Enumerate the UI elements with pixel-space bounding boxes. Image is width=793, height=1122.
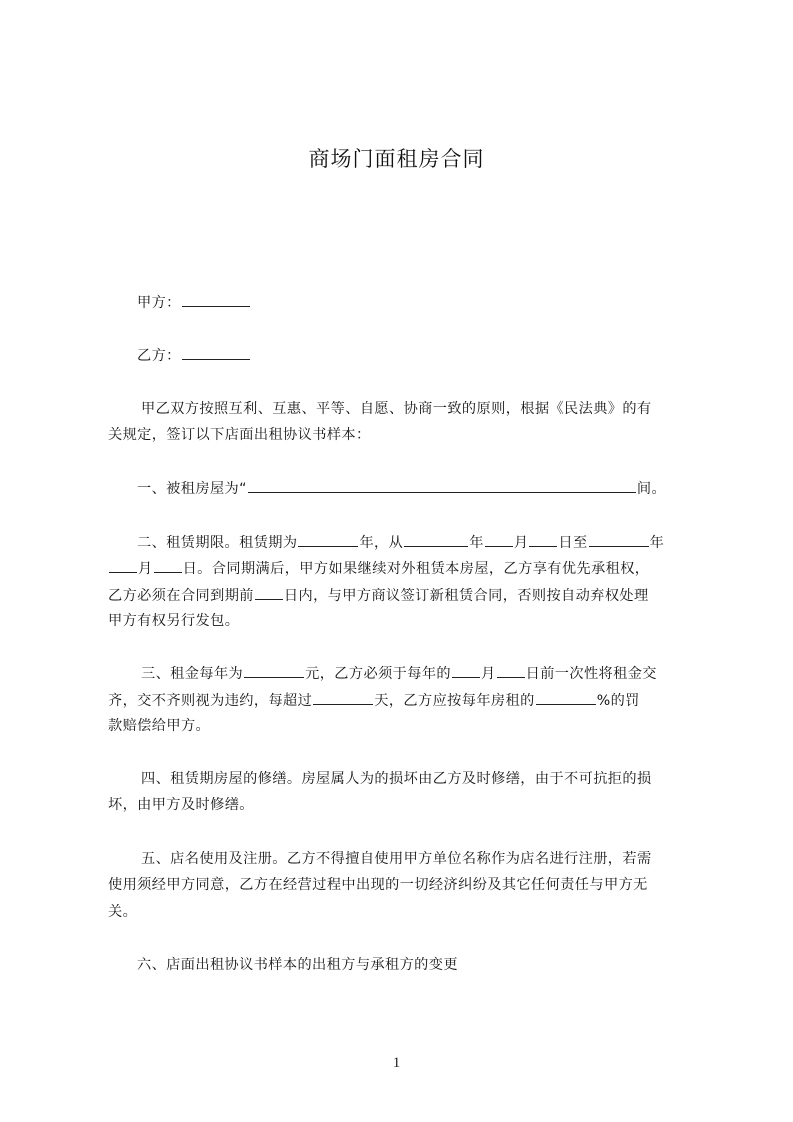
clause-2-line-2 [108, 558, 649, 579]
clause-3-text: 日前一次性将租金交 [525, 666, 657, 682]
page-number: 1 [392, 1055, 401, 1071]
clause-2-line-1 [137, 532, 664, 553]
end-month-blank [109, 558, 137, 573]
party-a-line [137, 292, 251, 313]
clause-2-text: 月 [513, 535, 529, 551]
start-month-blank [485, 532, 513, 547]
clause-2-line-3 [108, 585, 649, 606]
clause-1-line [137, 478, 666, 499]
clause-2-text: 年 [469, 535, 484, 551]
clause-3-line-3: 款赔偿给甲方。 [108, 718, 211, 734]
clause-5-line-3: 关。 [108, 904, 138, 920]
party-a-label: 甲方： [137, 295, 181, 311]
clause-1-suffix: 间。 [636, 481, 667, 497]
clause-2-text: 年 [649, 535, 665, 551]
end-year-blank [589, 532, 649, 547]
clause-2-text: 年，从 [359, 535, 404, 551]
overdue-days-blank [313, 690, 373, 705]
clause-4-line-2: 坏，由甲方及时修缮。 [108, 797, 254, 813]
party-b-label: 乙方： [137, 348, 181, 364]
clause-3-text: 月 [481, 666, 496, 682]
party-b-blank [182, 345, 250, 360]
clause-3-text: 齐，交不齐则视为违约，每超过 [108, 693, 313, 709]
clause-2-text: 日内，与甲方商议签订新租赁合同，否则按自动弃权处理 [283, 588, 649, 604]
clause-5-line-2: 使用须经甲方同意，乙方在经营过程中出现的一切经济纠纷及其它任何责任与甲方无 [108, 877, 648, 893]
party-b-line [137, 345, 251, 366]
clause-3-text: %的罚 [596, 693, 640, 709]
document-title: 商场门面租房合同 [308, 147, 485, 171]
clause-3-line-1 [141, 663, 657, 684]
party-a-blank [182, 292, 250, 307]
clause-4-line-1: 四、租赁期房屋的修缮。房屋属人为的损坏由乙方及时修缮，由于不可抗拒的损 [141, 771, 652, 787]
intro-line-2: 关规定，签订以下店面出租协议书样本： [108, 427, 371, 443]
clause-6-heading: 六、店面出租协议书样本的出租方与承租方的变更 [137, 957, 458, 973]
clause-1-text: 一、被租房屋为“ [137, 481, 247, 497]
clause-2-text: 日。合同期满后，甲方如果继续对外租赁本房屋，乙方享有优先承租权， [182, 561, 650, 577]
payment-day-blank [497, 663, 525, 678]
renewal-days-blank [255, 585, 283, 600]
clause-2-text: 日至 [558, 535, 588, 551]
term-years-blank [298, 532, 358, 547]
clause-2-text: 乙方必须在合同到期前 [108, 588, 254, 604]
clause-3-text: 元，乙方必须于每年的 [305, 666, 452, 682]
intro-line-1: 甲乙双方按照互利、互惠、平等、自愿、协商一致的原则，根据《民法典》的有 [141, 401, 652, 417]
clause-3-text: 三、租金每年为 [141, 666, 244, 682]
start-day-blank [529, 532, 557, 547]
clause-3-text: 天，乙方应按每年房租的 [374, 693, 535, 709]
clause-2-text: 二、租赁期限。租赁期为 [137, 535, 298, 551]
clause-5-line-1: 五、店名使用及注册。乙方不得擅自使用甲方单位名称作为店名进行注册，若需 [141, 851, 652, 867]
payment-month-blank [452, 663, 480, 678]
start-year-blank [404, 532, 468, 547]
clause-2-line-4: 甲方有权另行发包。 [108, 613, 240, 629]
penalty-percent-blank [536, 690, 596, 705]
clause-3-line-2 [108, 690, 640, 711]
clause-2-text: 月 [138, 561, 153, 577]
annual-rent-blank [244, 663, 304, 678]
clause-1-blank [248, 478, 636, 493]
end-day-blank [154, 558, 182, 573]
